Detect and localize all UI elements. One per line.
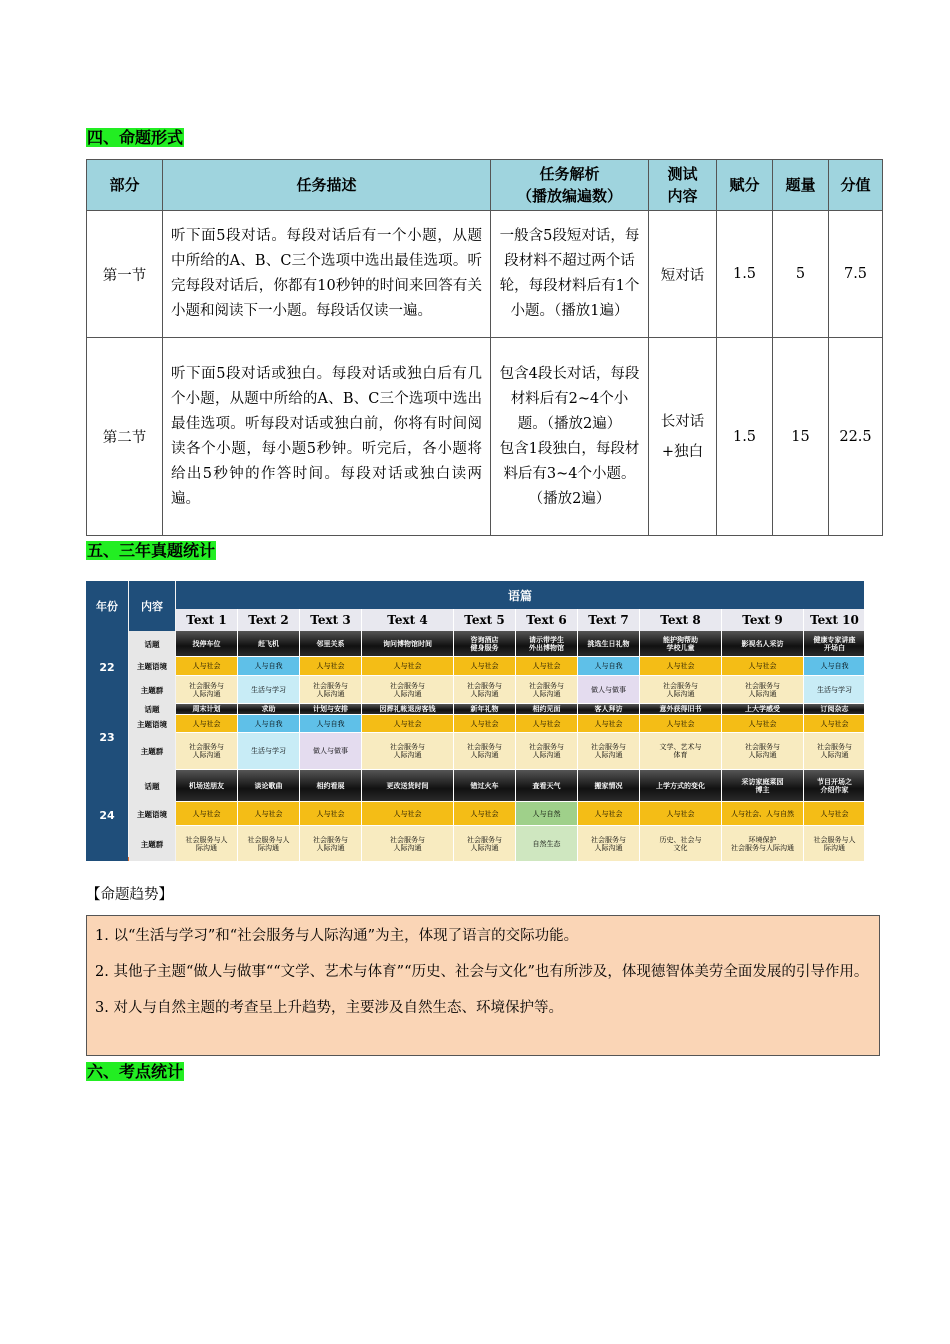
category-label: 主题语境 — [129, 802, 175, 827]
stats-cell-topic: 赶飞机 — [238, 631, 300, 657]
cell-content: 长对话 +独白 — [649, 338, 717, 536]
stats-cell-group: 文学、艺术与 体育 — [640, 733, 722, 770]
stats-cell-context: 人与自我 — [578, 657, 640, 676]
cell-desc: 听下面5段对话或独白。每段对话或独白后有几个小题，从题中所给的A、B、C三个选项中选出最佳选项。听每段对话或独白前，你将有时间阅读各个小题，每小题5秒钟。听完后，各小题将给出5秒钟的作答时间。每段对话或独白读两遍。 — [163, 338, 491, 536]
stats-cell-context: 人与社会 — [362, 715, 454, 733]
header-part: 部分 — [87, 160, 163, 211]
header-passage: 语篇 — [176, 581, 864, 609]
stats-cell-topic: 节目开场之 介绍作家 — [804, 770, 864, 802]
stats-cell-context: 人与社会 — [362, 657, 454, 676]
text-header-7: Text 7 — [578, 609, 640, 631]
stats-cell-group: 做人与做事 — [300, 733, 362, 770]
stats-cell-context: 人与社会 — [176, 715, 238, 733]
stats-cell-topic: 计划与安排 — [300, 704, 362, 715]
header-analysis: 任务解析 （播放编遍数） — [491, 160, 649, 211]
stats-cell-group: 社会服务与 人际沟通 — [454, 733, 516, 770]
stats-cell-topic: 新年礼物 — [454, 704, 516, 715]
stats-cell-context: 人与社会 — [578, 715, 640, 733]
header-total: 分值 — [829, 160, 883, 211]
text-header-3: Text 3 — [300, 609, 362, 631]
stats-cell-topic: 查看天气 — [516, 770, 578, 802]
header-content: 测试 内容 — [649, 160, 717, 211]
stats-cell-group: 社会服务与 人际沟通 — [454, 676, 516, 704]
stats-cell-context: 人与自我 — [300, 715, 362, 733]
stats-cell-group: 社会服务与 人际沟通 — [362, 733, 454, 770]
category-label: 主题群 — [129, 826, 175, 861]
stats-cell-group: 社会服务与 人际沟通 — [640, 676, 722, 704]
stats-cell-group: 社会服务与 人际沟通 — [578, 826, 640, 861]
stats-cell-context: 人与社会 — [454, 657, 516, 676]
header-desc: 任务描述 — [163, 160, 491, 211]
stats-cell-group: 社会服务与 人际沟通 — [516, 733, 578, 770]
cell-count: 15 — [773, 338, 829, 536]
category-label: 主题语境 — [129, 715, 175, 734]
stats-cell-context: 人与社会、人与自然 — [722, 802, 804, 826]
cell-part: 第二节 — [87, 338, 163, 536]
stats-cell-topic: 谈论歌曲 — [238, 770, 300, 802]
cell-analysis: 包含4段长对话，每段材料后有2~4个小题。（播放2遍） 包含1段独白，每段材料后有3~4个小题。（播放2遍） — [491, 338, 649, 536]
text-header-6: Text 6 — [516, 609, 578, 631]
stats-cell-group: 做人与做事 — [578, 676, 640, 704]
stats-cell-topic: 客人拜访 — [578, 704, 640, 715]
cell-total: 7.5 — [829, 211, 883, 338]
trend-item: 2. 其他子主题“做人与做事““文学、艺术与体育”“历史、社会与文化”也有所涉及，体现德智体美劳全面发展的引导作用。 — [95, 964, 869, 980]
section-heading-4 — [86, 127, 184, 149]
stats-cell-group: 社会服务与 人际沟通 — [454, 826, 516, 861]
header-year: 年份 — [86, 581, 128, 631]
stats-cell-topic: 邻里关系 — [300, 631, 362, 657]
stats-cell-group: 自然生态 — [516, 826, 578, 861]
category-label: 话题 — [129, 770, 175, 803]
stats-cell-group: 社会服务与 人际沟通 — [516, 676, 578, 704]
stats-cell-topic: 能护狗帮助 学校儿童 — [640, 631, 722, 657]
stats-cell-topic: 影视名人采访 — [722, 631, 804, 657]
stats-cell-topic: 因葬礼帐退房客钱 — [362, 704, 454, 715]
cell-score-each: 1.5 — [717, 211, 773, 338]
stats-cell-context: 人与社会 — [176, 802, 238, 826]
text-header-9: Text 9 — [722, 609, 804, 631]
stats-cell-topic: 更改送货时间 — [362, 770, 454, 802]
stats-cell-topic: 挑选生日礼物 — [578, 631, 640, 657]
text-header-5: Text 5 — [454, 609, 516, 631]
stats-cell-context: 人与社会 — [722, 657, 804, 676]
stats-cell-topic: 咨询酒店 健身服务 — [454, 631, 516, 657]
stats-cell-group: 社会服务与 人际沟通 — [176, 676, 238, 704]
year-22: 22 — [86, 631, 128, 705]
stats-cell-topic: 订阅杂志 — [804, 704, 864, 715]
stats-cell-context: 人与社会 — [722, 715, 804, 733]
stats-cell-topic: 上大学感受 — [722, 704, 804, 715]
stats-cell-context: 人与社会 — [804, 802, 864, 826]
stats-cell-context: 人与社会 — [300, 802, 362, 826]
stats-cell-group: 生活与学习 — [238, 676, 300, 704]
trend-item: 1. 以“生活与学习”和“社会服务与人际沟通”为主，体现了语言的交际功能。 — [95, 928, 579, 944]
stats-cell-topic: 相约看展 — [300, 770, 362, 802]
format-table — [86, 159, 883, 536]
stats-cell-group: 社会服务与 人际沟通 — [804, 733, 864, 770]
section-heading-6 — [86, 1061, 184, 1083]
stats-cell-topic: 搬家情况 — [578, 770, 640, 802]
stats-table-image — [86, 581, 864, 861]
stats-cell-group: 生活与学习 — [804, 676, 864, 704]
cell-desc: 听下面5段对话。每段对话后有一个小题，从题中所给的A、B、C三个选项中选出最佳选项。听完每段对话后，你都有10秒钟的时间来回答有关小题和阅读下一小题。每段话仅读一遍。 — [163, 211, 491, 338]
stats-cell-context: 人与社会 — [362, 802, 454, 826]
stats-cell-context: 人与社会 — [640, 657, 722, 676]
stats-cell-group: 社会服务与 人际沟通 — [300, 676, 362, 704]
stats-cell-context: 人与自然 — [516, 802, 578, 826]
stats-cell-topic: 错过火车 — [454, 770, 516, 802]
year-23: 23 — [86, 704, 128, 771]
stats-cell-topic: 周末计划 — [176, 704, 238, 715]
stats-cell-context: 人与社会 — [516, 657, 578, 676]
stats-cell-group: 环境保护 社会服务与人际沟通 — [722, 826, 804, 861]
trend-item: 3. 对人与自然主题的考查呈上升趋势，主要涉及自然生态、环境保护等。 — [95, 1000, 563, 1016]
category-label: 主题群 — [129, 733, 175, 771]
trend-box — [86, 915, 880, 1056]
cell-total: 22.5 — [829, 338, 883, 536]
stats-cell-group: 社会服务与 人际沟通 — [722, 676, 804, 704]
stats-cell-context: 人与自我 — [238, 657, 300, 676]
table-header-row — [87, 160, 883, 211]
stats-cell-topic: 意外获得旧书 — [640, 704, 722, 715]
table-row — [87, 211, 883, 338]
stats-cell-group: 社会服务与 人际沟通 — [300, 826, 362, 861]
header-score-each: 赋分 — [717, 160, 773, 211]
stats-cell-group: 社会服务与 人际沟通 — [362, 826, 454, 861]
category-label: 主题群 — [129, 676, 175, 705]
stats-cell-topic: 上学方式的变化 — [640, 770, 722, 802]
cell-part: 第一节 — [87, 211, 163, 338]
stats-cell-context: 人与社会 — [454, 802, 516, 826]
trend-label: 【命题趋势】 — [86, 887, 173, 903]
stats-cell-topic: 采访家庭菜园 博主 — [722, 770, 804, 802]
section-heading-5 — [86, 540, 216, 562]
stats-cell-context: 人与社会 — [804, 715, 864, 733]
stats-cell-context: 人与社会 — [238, 802, 300, 826]
text-header-10: Text 10 — [804, 609, 864, 631]
text-header-8: Text 8 — [640, 609, 722, 631]
stats-cell-context: 人与社会 — [300, 657, 362, 676]
cell-count: 5 — [773, 211, 829, 338]
stats-cell-group: 历史、社会与 文化 — [640, 826, 722, 861]
category-label: 话题 — [129, 704, 175, 716]
stats-cell-group: 生活与学习 — [238, 733, 300, 770]
stats-cell-context: 人与社会 — [516, 715, 578, 733]
stats-cell-group: 社会服务与 人际沟通 — [722, 733, 804, 770]
stats-cell-topic: 求助 — [238, 704, 300, 715]
stats-cell-topic: 找停车位 — [176, 631, 238, 657]
text-header-4: Text 4 — [362, 609, 454, 631]
cell-analysis: 一般含5段短对话，每段材料不超过两个话轮，每段材料后有1个小题。（播放1遍） — [491, 211, 649, 338]
stats-cell-context: 人与社会 — [176, 657, 238, 676]
stats-cell-topic: 询问博物馆时间 — [362, 631, 454, 657]
stats-cell-topic: 健康专家讲座 开场白 — [804, 631, 864, 657]
cell-score-each: 1.5 — [717, 338, 773, 536]
stats-cell-context: 人与社会 — [640, 802, 722, 826]
stats-cell-group: 社会服务与 人际沟通 — [362, 676, 454, 704]
stats-cell-topic: 请示带学生 外出博物馆 — [516, 631, 578, 657]
header-count: 题量 — [773, 160, 829, 211]
category-label: 话题 — [129, 631, 175, 658]
stats-cell-topic: 相约见面 — [516, 704, 578, 715]
cell-content: 短对话 — [649, 211, 717, 338]
category-label: 主题语境 — [129, 657, 175, 677]
year-24: 24 — [86, 770, 128, 861]
stats-cell-group: 社会服务与人 际沟通 — [804, 826, 864, 861]
stats-cell-group: 社会服务与人 际沟通 — [238, 826, 300, 861]
stats-cell-context: 人与社会 — [578, 802, 640, 826]
stats-cell-context: 人与社会 — [640, 715, 722, 733]
stats-cell-group: 社会服务与人 际沟通 — [176, 826, 238, 861]
stats-cell-context: 人与自我 — [238, 715, 300, 733]
heading-text: 四、命题形式 — [87, 128, 184, 147]
stats-cell-context: 人与自我 — [804, 657, 864, 676]
heading-text: 六、考点统计 — [87, 1062, 184, 1081]
stats-cell-group: 社会服务与 人际沟通 — [578, 733, 640, 770]
header-content: 内容 — [129, 581, 175, 631]
table-row — [87, 338, 883, 536]
text-header-1: Text 1 — [176, 609, 238, 631]
stats-cell-group: 社会服务与 人际沟通 — [176, 733, 238, 770]
stats-cell-topic: 机场送朋友 — [176, 770, 238, 802]
stats-cell-context: 人与社会 — [454, 715, 516, 733]
heading-text: 五、三年真题统计 — [87, 541, 216, 560]
text-header-2: Text 2 — [238, 609, 300, 631]
